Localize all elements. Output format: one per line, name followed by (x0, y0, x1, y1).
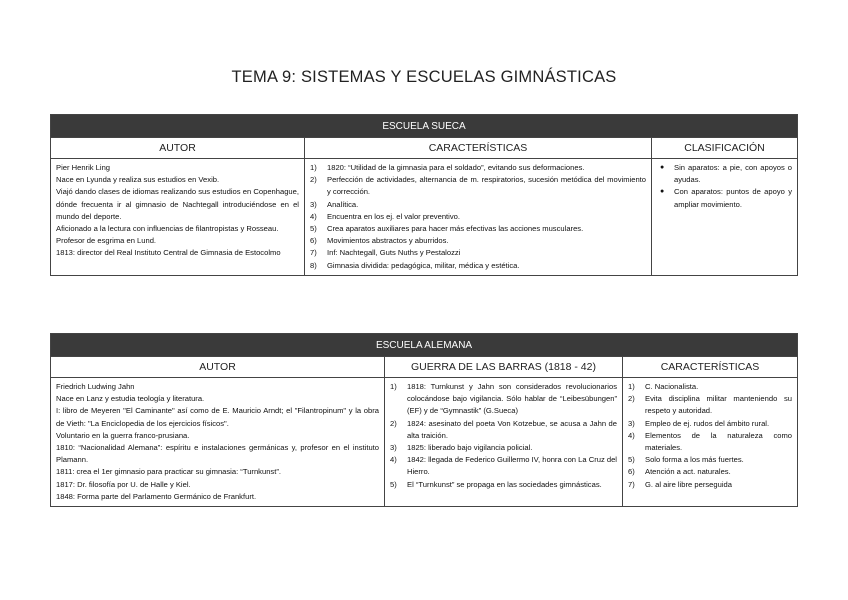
list-number: 6) (628, 467, 635, 477)
alemana-guerra-item (390, 418, 617, 442)
sueca-autor-line: 1813: director del Real Instituto Central de Gimnasia de Estocolmo (56, 248, 281, 258)
list-text: 1824: asesinato del poeta Von Kotzebue, se acusa a Jahn de alta traición. (407, 418, 617, 440)
list-number: 1) (310, 163, 317, 172)
alemana-autor-name: Friedrich Ludwing Jahn (56, 382, 135, 391)
alemana-autor-line: Nace en Lanz y estudia teología y literatura. (56, 394, 205, 404)
alemana-caracteristica-item (628, 393, 792, 417)
table-escuela-sueca (50, 114, 798, 276)
sueca-col-caracteristicas: CARACTERÍSTICAS (305, 138, 652, 159)
list-number: 4) (628, 430, 635, 440)
alemana-autor-line: 1810: “Nacionalidad Alemana”: espíritu e instalaciones germánicas y, profesor en el instituto Plamann. (56, 443, 379, 465)
list-text: 1818: Turnkunst y Jahn son considerados revolucionarios colocándose bajo vigilancia. Sólo hablar de “Leibesübungen” (EF) y de “Gymnastik” (G.Sueca) (407, 382, 617, 416)
page-title: TEMA 9: SISTEMAS Y ESCUELAS GIMNÁSTICAS (231, 68, 617, 86)
list-text: Crea aparatos auxiliares para hacer más efectivas las acciones musculares. (327, 224, 584, 234)
list-number: 4) (310, 211, 317, 221)
list-text: G. al aire libre perseguida (645, 479, 732, 489)
sueca-caracteristica-item (310, 260, 646, 272)
alemana-caracteristica-item (628, 479, 792, 491)
list-text: Perfección de actividades, alternancia de m. respiratorios, sucesión metódica del movimiento y corrección. (327, 175, 646, 197)
sueca-caracteristica-item (310, 223, 646, 235)
list-number: 4) (390, 455, 397, 465)
alemana-caracteristica-item (628, 454, 792, 466)
list-number: 3) (628, 418, 635, 428)
sueca-caracteristicas-cell (305, 159, 652, 276)
alemana-caracteristicas-cell (623, 378, 798, 507)
alemana-autor-line: Voluntario en la guerra franco-prusiana. (56, 430, 190, 440)
list-number: 1) (628, 382, 635, 391)
list-number: 5) (390, 479, 397, 489)
alemana-col-guerra: GUERRA DE LAS BARRAS (1818 - 42) (385, 357, 623, 378)
list-number: 3) (310, 199, 317, 209)
sueca-caracteristica-item (310, 174, 646, 198)
sueca-caracteristica-item (310, 199, 646, 211)
list-number: 7) (310, 248, 317, 258)
alemana-autor-line: 1848: Forma parte del Parlamento Germánico de Frankfurt. (56, 491, 257, 501)
alemana-col-caracteristicas: CARACTERÍSTICAS (623, 357, 798, 378)
alemana-header: ESCUELA ALEMANA (51, 334, 798, 357)
sueca-autor-line: Profesor de esgrima en Lund. (56, 236, 157, 246)
list-number: 2) (310, 175, 317, 185)
sueca-col-clasificacion: CLASIFICACIÓN (652, 138, 798, 159)
sueca-clasificacion-item (657, 162, 792, 186)
sueca-caracteristica-item (310, 211, 646, 223)
list-text: C. Nacionalista. (645, 382, 699, 391)
alemana-caracteristica-item (628, 418, 792, 430)
alemana-col-autor: AUTOR (51, 357, 385, 378)
sueca-header: ESCUELA SUECA (51, 115, 798, 138)
list-text: Solo forma a los más fuertes. (645, 455, 744, 465)
sueca-clasificacion-cell (652, 159, 798, 276)
alemana-guerra-item (390, 381, 617, 418)
bullet-icon: ● (660, 164, 665, 171)
sueca-col-autor: AUTOR (51, 138, 305, 159)
list-text: 1820: “Utilidad de la gimnasia para el soldado”, evitando sus deformaciones. (327, 163, 585, 172)
alemana-caracteristica-item (628, 381, 792, 393)
list-number: 3) (390, 443, 397, 453)
list-text: Movimientos abstractos y aburridos. (327, 236, 449, 246)
list-number: 1) (390, 382, 397, 391)
list-number: 6) (310, 236, 317, 246)
list-number: 2) (628, 394, 635, 404)
sueca-autor-line: Nace en Lyunda y realiza sus estudios en Vexib. (56, 175, 220, 185)
alemana-guerra-item (390, 454, 617, 478)
list-text: Analítica. (327, 199, 359, 209)
list-number: 8) (310, 260, 317, 270)
alemana-autor-line: I: libro de Meyeren "El Caminante" así como de E. Mauricio Arndt; el "Filantropinum" y la obra de Vieth: "La Enciclopedia de los ejercicios físicos". (56, 406, 379, 428)
sueca-autor-line: Viajó dando clases de idiomas realizando sus estudios en Copenhague, dónde frecuenta ir al gimnasio de Nachtegall introduciéndose en el mundo del deporte. (56, 187, 299, 221)
list-text: Sin aparatos: a pie, con apoyos o ayudas. (674, 163, 792, 185)
sueca-caracteristica-item (310, 162, 646, 174)
alemana-guerra-item (390, 479, 617, 491)
sueca-autor-cell (51, 159, 305, 276)
list-text: Evita disciplina militar manteniendo su respeto y autoridad. (645, 394, 793, 416)
list-number: 2) (390, 418, 397, 428)
list-number: 5) (310, 224, 317, 234)
bullet-icon: ● (660, 188, 665, 196)
list-text: Con aparatos: puntos de apoyo y ampliar movimiento. (674, 187, 792, 209)
alemana-guerra-cell (385, 378, 623, 507)
sueca-caracteristica-item (310, 247, 646, 259)
sueca-caracteristica-item (310, 235, 646, 247)
list-text: 1842: llegada de Federico Guillermo IV, honra con La Cruz del Hierro. (407, 455, 617, 477)
alemana-guerra-item (390, 442, 617, 454)
list-number: 7) (628, 479, 635, 489)
sueca-clasificacion-item (657, 186, 792, 210)
list-text: Atención a act. naturales. (645, 467, 731, 477)
list-text: Empleo de ej. rudos del ámbito rural. (645, 418, 770, 428)
list-text: El “Turnkunst” se propaga en las sociedades gimnásticas. (407, 479, 602, 489)
list-text: Encuentra en los ej. el valor preventivo. (327, 211, 460, 221)
alemana-autor-cell (51, 378, 385, 507)
alemana-caracteristica-item (628, 466, 792, 478)
sueca-autor-name: Pier Henrik Ling (56, 163, 111, 172)
list-text: Gimnasia dividida: pedagógica, militar, médica y estética. (327, 260, 520, 270)
table-escuela-alemana (50, 333, 798, 507)
alemana-autor-line: 1817: Dr. filosofía por U. de Halle y Kiel. (56, 479, 191, 489)
list-text: Elementos de la naturaleza como materiales. (645, 430, 793, 453)
list-number: 5) (628, 455, 635, 465)
sueca-autor-line: Aficionado a la lectura con influencias de filantropistas y Rosseau. (56, 224, 279, 234)
list-text: 1825: liberado bajo vigilancia policial. (407, 443, 533, 453)
alemana-autor-line: 1811: crea el 1er gimnasio para practicar su gimnasia: “Turnkunst”. (56, 467, 281, 477)
alemana-caracteristica-item (628, 430, 792, 454)
list-text: Inf: Nachtegall, Guts Nuths y Pestalozzi (327, 248, 461, 258)
